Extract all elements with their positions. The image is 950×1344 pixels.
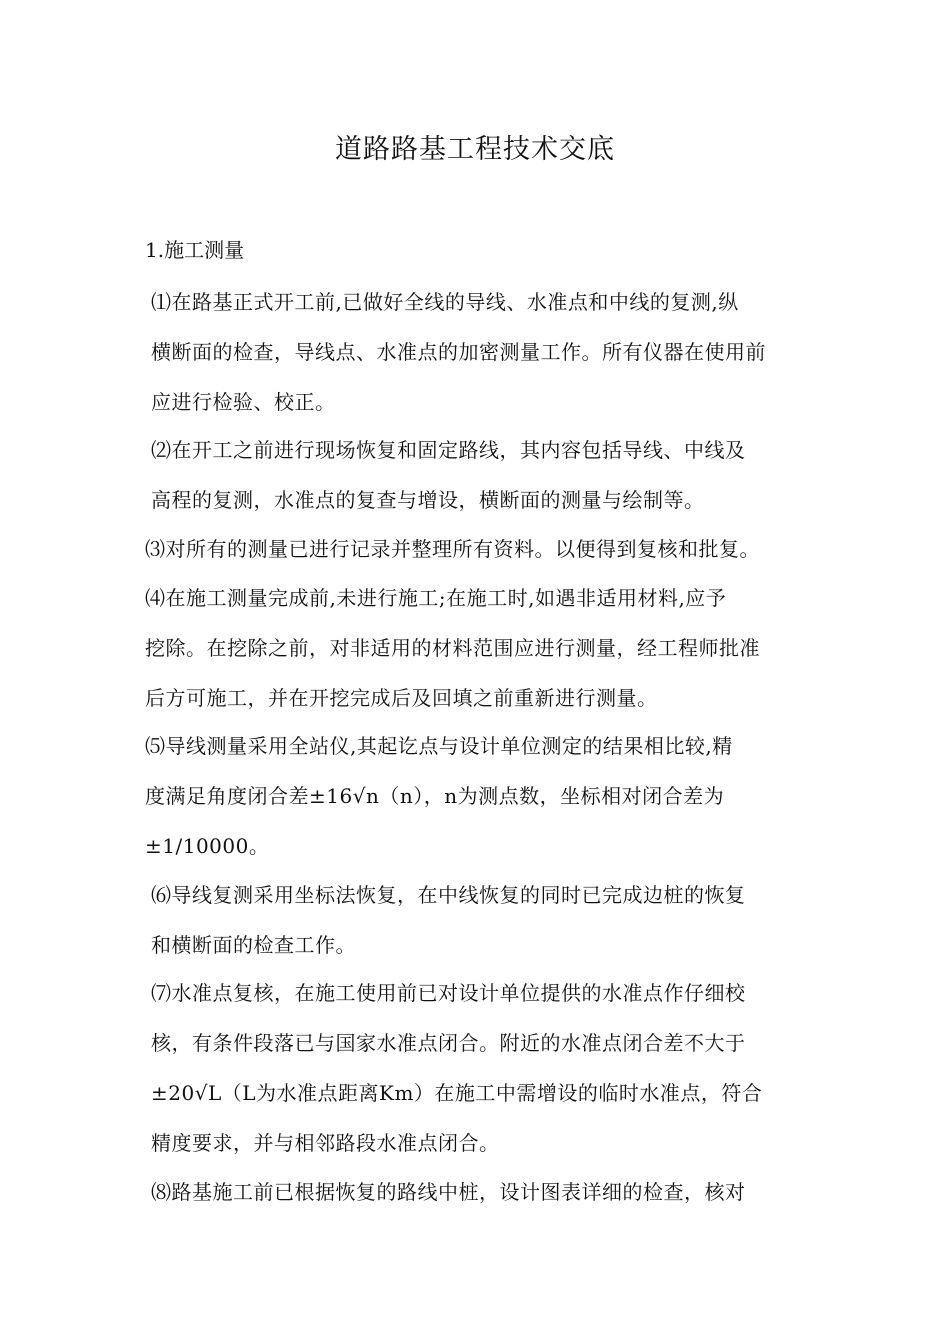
paragraph-line: ±1/10000。 [145,834,270,858]
paragraph-line: 应进行检验、校正。 [151,390,336,414]
paragraph-line: ⑹导线复测采用坐标法恢复，在中线恢复的同时已完成边桩的恢复 [151,883,746,907]
paragraph-line: 高程的复测，水准点的复查与增设，横断面的测量与绘制等。 [151,488,705,512]
paragraph-line: ⑸导线测量采用全站仪,其起讫点与设计单位测定的结果相比较,精 [145,734,733,758]
paragraph-2 [145,425,810,525]
paragraph-line: 精度要求，并与相邻路段水准点闭合。 [151,1131,500,1155]
document-title: 道路路基工程技术交底 [335,134,615,165]
paragraph-1 [145,277,810,427]
paragraph-line: ±20√L（L为水准点距离Km）在施工中需增设的临时水准点，符合 [151,1081,763,1105]
paragraph-line: 横断面的检查，导线点、水准点的加密测量工作。所有仪器在使用前 [151,340,766,364]
paragraph-6 [145,870,810,970]
paragraph-line: ⑶对所有的测量已进行记录并整理所有资料。以便得到复核和批复。 [145,537,760,561]
paragraph-line: ⑷在施工测量完成前,未进行施工;在施工时,如遇非适用材料,应予 [145,586,727,610]
section-heading-survey: 1.施工测量 [145,238,245,262]
paragraph-line: ⑴在路基正式开工前,已做好全线的导线、水准点和中线的复测,纵 [151,290,739,314]
paragraph-line: 和横断面的检查工作。 [151,933,356,957]
paragraph-8 [145,1167,810,1217]
paragraph-5 [145,721,810,871]
paragraph-line: 度满足角度闭合差±16√n（n），n为测点数，坐标相对闭合差为 [145,784,725,808]
paragraph-line: 挖除。在挖除之前，对非适用的材料范围应进行测量，经工程师批准 [145,636,760,660]
paragraph-4 [145,573,810,723]
paragraph-line: 后方可施工，并在开挖完成后及回填之前重新进行测量。 [145,686,658,710]
paragraph-3 [145,524,810,574]
paragraph-line: ⑻路基施工前已根据恢复的路线中桩，设计图表详细的检查，核对 [151,1180,746,1204]
paragraph-line: ⑵在开工之前进行现场恢复和固定路线，其内容包括导线、中线及 [151,438,746,462]
paragraph-7 [145,968,810,1168]
paragraph-line: 核，有条件段落已与国家水准点闭合。附近的水准点闭合差不大于 [151,1031,746,1055]
paragraph-line: ⑺水准点复核，在施工使用前已对设计单位提供的水准点作仔细校 [151,981,746,1005]
